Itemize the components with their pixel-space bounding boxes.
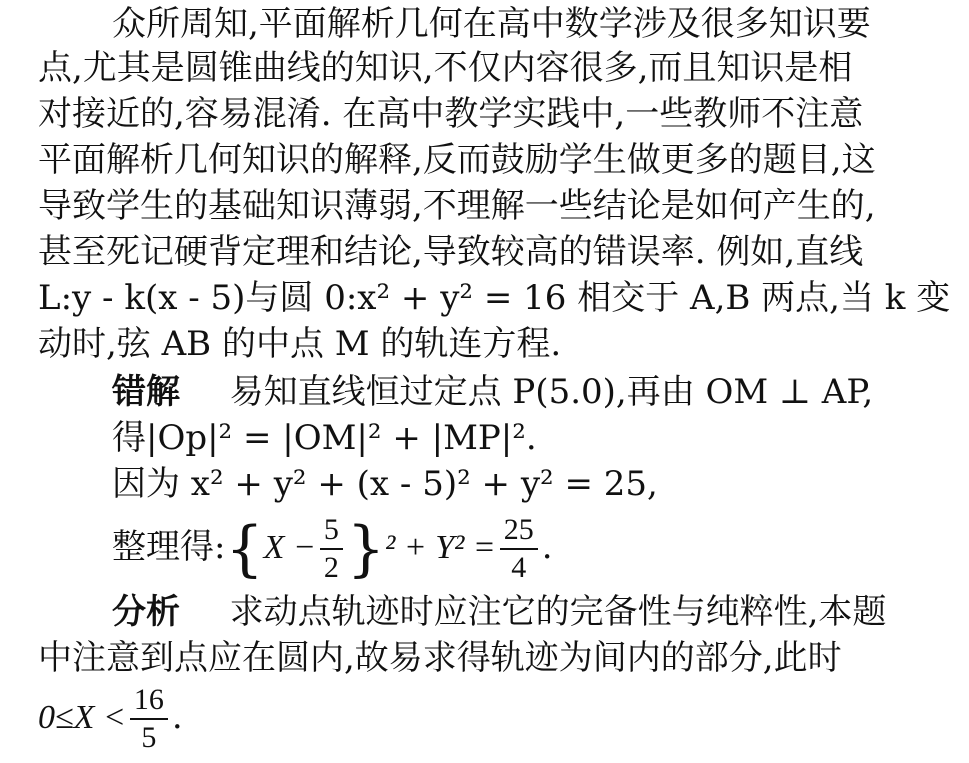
fraction	[130, 682, 168, 756]
equation-prefix: 整理得:	[112, 527, 226, 567]
inequality-end: .	[171, 697, 183, 737]
paragraph-line: 对接近的,容易混淆. 在高中教学实践中,一些教师不注意	[38, 94, 864, 134]
fraction-numerator: 25	[500, 512, 538, 550]
fraction-numerator: 5	[320, 512, 343, 550]
analysis-line: 中注意到点应在圆内,故易求得轨迹为间内的部分,此时	[38, 638, 842, 678]
fraction-numerator: 16	[130, 682, 168, 720]
paragraph-line: L:y - k(x - 5)与圆 0:x² + y² = 16 相交于 A,B 两点,当 k 变	[38, 278, 951, 318]
fraction-denominator: 2	[323, 551, 339, 584]
equation-end: .	[541, 527, 553, 567]
analysis-line	[38, 672, 183, 762]
analysis-text: 求动点轨迹时应注它的完备性与纯粹性,本题	[229, 592, 887, 632]
equation-line: 得|Op|² = |OM|² + |MP|².	[112, 418, 537, 458]
paragraph-line: 甚至死记硬背定理和结论,导致较高的错误率. 例如,直线	[38, 232, 864, 272]
analysis-line	[112, 588, 886, 636]
inequality-text: 0≤X <	[38, 699, 126, 736]
paragraph-line: 动时,弦 AB 的中点 M 的轨连方程.	[38, 324, 562, 364]
fraction	[500, 512, 538, 586]
equation-line: 因为 x² + y² + (x - 5)² + y² = 25,	[112, 464, 658, 504]
analysis-label: 分析	[112, 592, 180, 632]
wrong-solution-line	[112, 368, 873, 416]
left-brace: {	[225, 514, 264, 584]
fraction-denominator: 5	[141, 721, 157, 754]
paragraph-line: 导致学生的基础知识薄弱,不理解一些结论是如何产生的,	[38, 186, 876, 226]
fraction-denominator: 4	[511, 551, 527, 584]
equation-line	[112, 502, 553, 592]
fraction	[320, 512, 343, 586]
paragraph-line: 点,尤其是圆锥曲线的知识,不仅内容很多,而且知识是相	[38, 48, 853, 88]
wrong-solution-text: 易知直线恒过定点 P(5.0),再由 OM ⊥ AP,	[229, 372, 874, 412]
paragraph-line: 平面解析几何知识的解释,反而鼓励学生做更多的题目,这	[38, 140, 876, 180]
wrong-solution-label: 错解	[112, 372, 180, 412]
right-brace: }	[346, 514, 386, 584]
paragraph-line: 众所周知,平面解析几何在高中数学涉及很多知识要	[112, 4, 871, 44]
equation-term: ² + Y² =	[385, 529, 496, 566]
equation-term: X −	[263, 529, 316, 566]
